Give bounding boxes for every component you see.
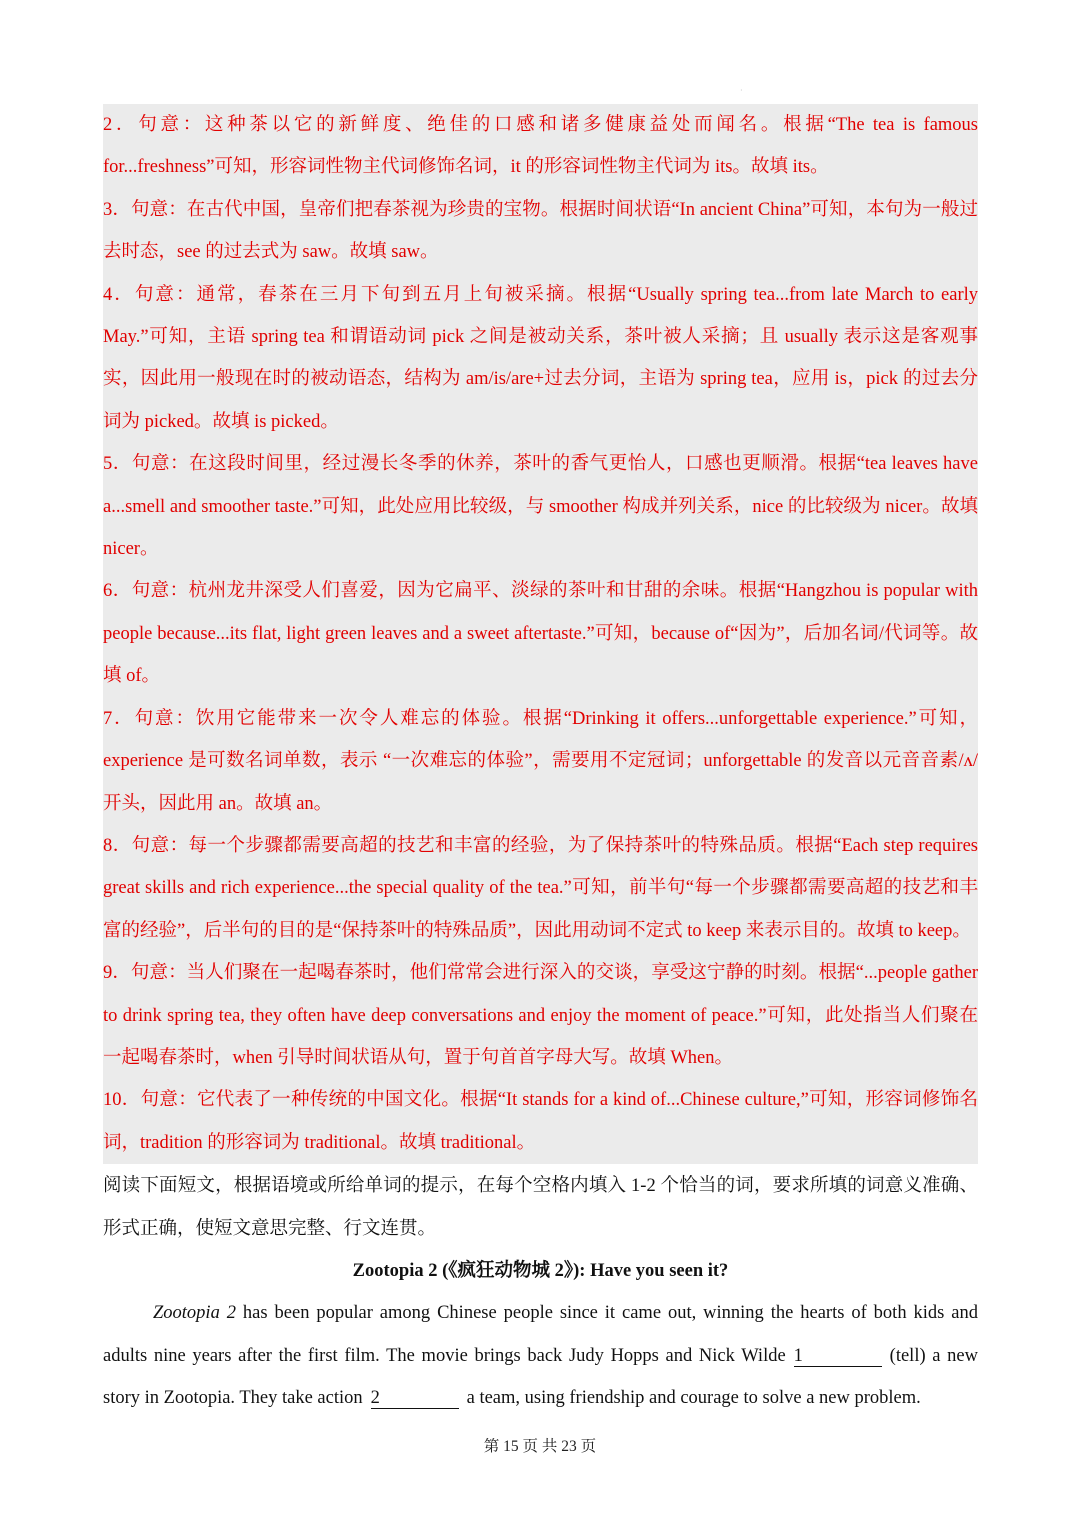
page-footer: 第 15 页 共 23 页 (483, 1438, 597, 1455)
answer-item-8: 8．句意：每一个步骤都需要高超的技艺和丰富的经验，为了保持茶叶的特殊品质。根据“Each step requires great skills and rich experience...the special quality of the tea.”可知，前半句“每一个步骤都需要高超的技艺和丰富的经验”，后半句的目的是“保持茶叶的特殊品质”，因此用动词不定式 to keep 来表示目的。故填 to keep。 (103, 835, 978, 941)
blank-1: 1 (794, 1346, 882, 1367)
passage-paragraph (103, 1292, 978, 1420)
exercise-instruction: 阅读下面短文，根据语境或所给单词的提示，在每个空格内填入 1-2 个恰当的词，要求所填的词意义准确、形式正确，使短文意思完整、行文连贯。 (103, 1176, 978, 1239)
answer-item-3: 3．句意：在古代中国，皇帝们把春茶视为珍贵的宝物。根据时间状语“In ancient China”可知，本句为一般过去时态，see 的过去式为 saw。故填 saw。 (103, 199, 978, 263)
passage-text-2: (tell) a new story in Zootopia. They take action (103, 1345, 978, 1408)
answer-item-4: 4．句意：通常，春茶在三月下旬到五月上旬被采摘。根据“Usually spring tea...from late March to early May.”可知，主语 spring tea 和谓语动词 pick 之间是被动关系，茶叶被人采摘；且 usually 表示这是客观事实，因此用一般现在时的被动语态，结构为 am/is/are+过去分词，主语为 spring tea，应用 is，pick 的过去分词为 picked。故填 is picked。 (103, 284, 978, 432)
answer-item-6: 6．句意：杭州龙井深受人们喜爱，因为它扁平、淡绿的茶叶和甘甜的余味。根据“Hangzhou is popular with people because...its flat, light green leaves and a sweet aftertaste.”可知，because of“因为”，后加名词/代词等。故填 of。 (103, 581, 978, 687)
answer-explanations (103, 104, 978, 1164)
movie-name: Zootopia 2 (153, 1303, 236, 1323)
answer-item-7: 7．句意：饮用它能带来一次令人难忘的体验。根据“Drinking it offers...unforgettable experience.”可知，experience 是可数名词单数，表示 “一次难忘的体验”，需要用不定冠词；unforgettable 的发音以元音音素/ʌ/开头，因此用 an。故填 an。 (103, 708, 978, 814)
answer-item-9: 9．句意：当人们聚在一起喝春茶时，他们常常会进行深入的交谈，享受这宁静的时刻。根据“...people gather to drink spring tea, they often have deep conversations and enjoy the moment of peace.”可知，此处指当人们聚在一起喝春茶时，when 引导时间状语从句，置于句首首字母大写。故填 When。 (103, 963, 978, 1068)
page-mark: · (740, 86, 743, 95)
answer-item-2: 2．句意：这种茶以它的新鲜度、绝佳的口感和诸多健康益处而闻名。根据“The tea is famous for...freshness”可知，形容词性物主代词修饰名词，it 的形容词性物主代词为 its。故填 its。 (103, 115, 978, 178)
passage-title: Zootopia 2 (《疯狂动物城 2》): Have you seen it? (352, 1261, 729, 1281)
passage-text-3: a team, using friendship and courage to solve a new problem. (466, 1388, 921, 1408)
answer-item-5: 5．句意：在这段时间里，经过漫长冬季的休养，茶叶的香气更怡人，口感也更顺滑。根据“tea leaves have a...smell and smoother taste.”可知，此处应用比较级，与 smoother 构成并列关系，nice 的比较级为 nicer。故填 nicer。 (103, 454, 978, 560)
blank-2: 2 (371, 1388, 459, 1409)
answer-item-10: 10．句意：它代表了一种传统的中国文化。根据“It stands for a kind of...Chinese culture,”可知，形容词修饰名词，tradition 的形容词为 traditional。故填 traditional。 (103, 1090, 978, 1153)
passage-text-1: has been popular among Chinese people since it came out, winning the hearts of both kids and adults nine years after the first film. The movie brings back Judy Hopps and Nick Wilde (103, 1303, 978, 1366)
